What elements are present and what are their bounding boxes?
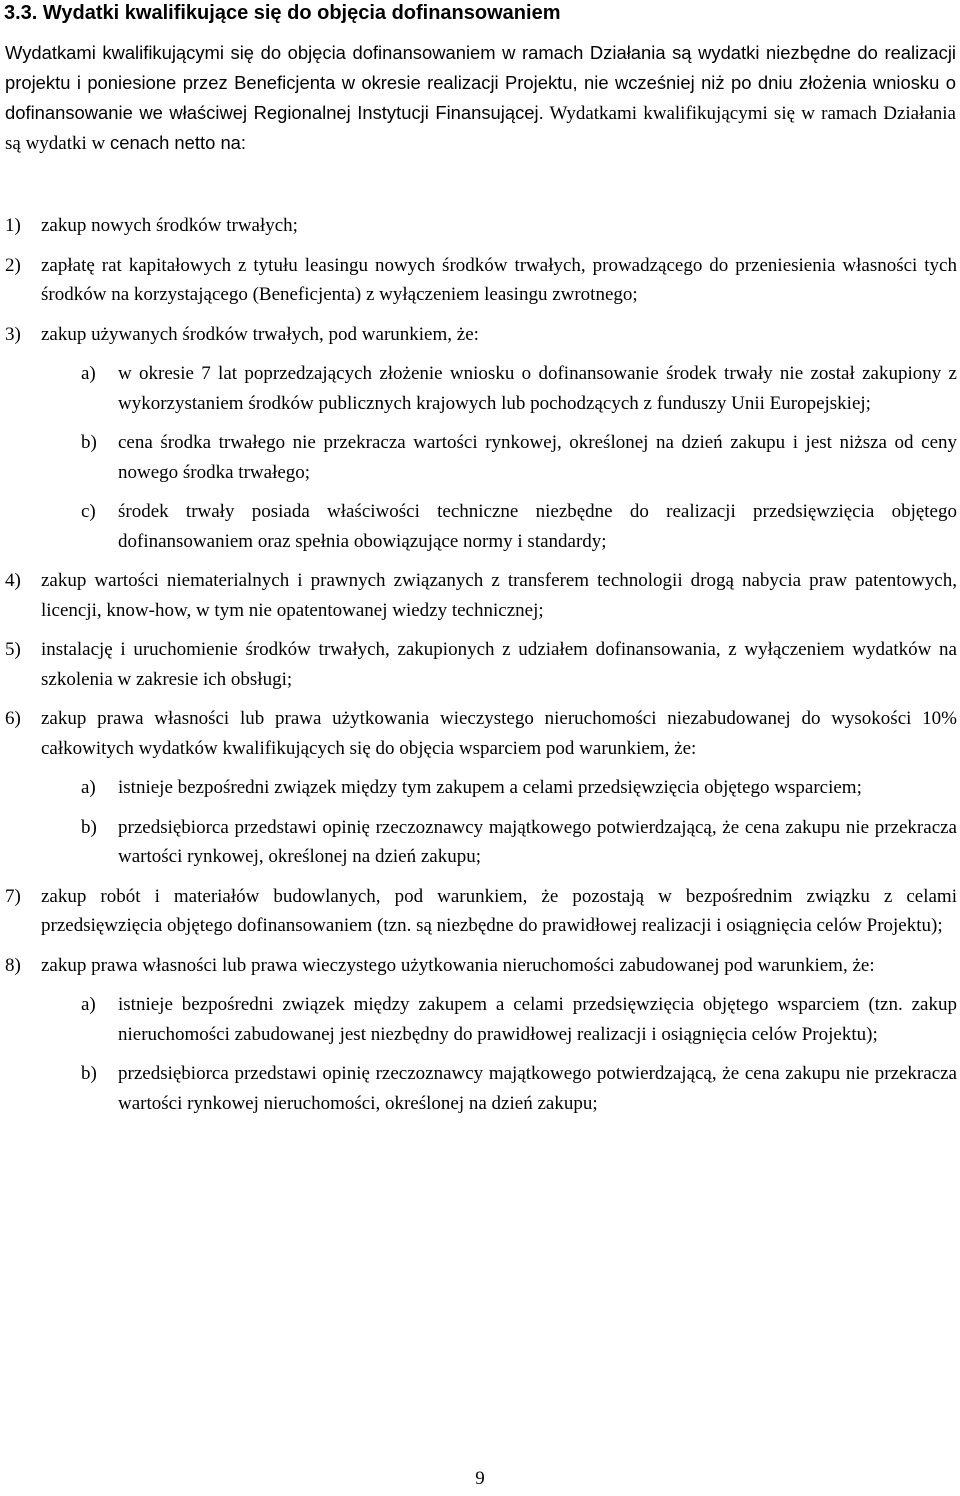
list-item-number: 1) [5, 215, 21, 236]
list-item-number: 4) [5, 570, 21, 591]
intro-paragraph [5, 38, 956, 158]
list-item [5, 882, 957, 941]
sub-list-item-letter: c) [81, 501, 96, 522]
sub-list-item [41, 428, 957, 487]
list-item-number: 5) [5, 639, 21, 660]
sub-list-item-text: przedsiębiorca przedstawi opinię rzeczoznawcy majątkowego potwierdzającą, że cena zakupu nie przekracza wartości rynkowej, określonej na dzień zakupu; [118, 816, 957, 867]
list-item [5, 320, 957, 557]
sub-list-item-letter: b) [81, 1063, 97, 1084]
list-item-text: zakup robót i materiałów budowlanych, pod warunkiem, że pozostają w bezpośrednim związku z celami przedsięwzięcia objętego dofinansowaniem (tzn. są niezbędne do prawidłowej realizacji i osiągnięcia celów Projektu); [41, 885, 957, 936]
sub-list-item-text: istnieje bezpośredni związek między zakupem a celami przedsięwzięcia objętego wsparciem (tzn. zakup nieruchomości zabudowanej jest niezbędny do prawidłowej realizacji i osiągnięcia celów Projektu); [118, 994, 957, 1045]
list-item-text: zakup używanych środków trwałych, pod warunkiem, że: [41, 323, 479, 345]
list-item-number: 2) [5, 254, 21, 276]
sub-list-item-text: w okresie 7 lat poprzedzających złożenie wniosku o dofinansowanie środek trwały nie został zakupiony z wykorzystaniem środków publicznych krajowych lub pochodzących z funduszy Unii Europejskiej; [118, 363, 957, 414]
list-item [5, 566, 957, 625]
list-item-text: zakup prawa własności lub prawa wieczystego użytkowania nieruchomości zabudowanej pod warunkiem, że: [41, 954, 875, 976]
list-item-text: instalację i uruchomienie środków trwałych, zakupionych z udziałem dofinansowania, z wyłączeniem wydatków na szkolenia w zakresie ich obsługi; [41, 639, 957, 690]
list-item [5, 251, 957, 310]
list-item-number: 3) [5, 323, 21, 345]
sub-list-item-text: przedsiębiorca przedstawi opinię rzeczoznawcy majątkowego potwierdzającą, że cena zakupu nie przekracza wartości rynkowej nieruchomości, określonej na dzień zakupu; [118, 1063, 957, 1114]
sub-list-item-letter: a) [81, 994, 96, 1015]
sub-list-item-text: istnieje bezpośredni związek między tym zakupem a celami przedsięwzięcia objętego wsparciem; [118, 777, 862, 798]
list-item-text: zakup nowych środków trwałych; [41, 215, 298, 236]
sub-list-item [41, 359, 957, 418]
list-item [5, 635, 957, 694]
section-heading: 3.3. Wydatki kwalifikujące się do objęcia dofinansowaniem [4, 2, 561, 24]
list-item-text: zapłatę rat kapitałowych z tytułu leasingu nowych środków trwałych, prowadzącego do przeniesienia własności tych środków na korzystającego (Beneficjenta) z wyłączeniem leasingu zwrotnego; [41, 254, 957, 305]
sub-list-item [41, 813, 957, 872]
sub-list-item-letter: a) [81, 777, 96, 798]
intro-serif-text: Wydatkami kwalifikującymi się w ramach Działania są wydatki w [5, 103, 956, 154]
intro-tail-text: cenach netto na: [110, 132, 247, 153]
list-item-text: zakup prawa własności lub prawa użytkowania wieczystego nieruchomości niezabudowanej do wysokości 10% całkowitych wydatków kwalifikujących się do objęcia wsparciem pod warunkiem, że: [41, 708, 957, 759]
list-item [5, 211, 957, 241]
list-item-number: 7) [5, 885, 21, 907]
sub-list-item-letter: b) [81, 816, 97, 838]
list-item-number: 8) [5, 954, 21, 976]
sub-list-item [41, 990, 957, 1049]
intro-sans-text: Wydatkami kwalifikującymi się do objęcia dofinansowaniem w ramach Działania są wydatki niezbędne do realizacji projektu i poniesione przez Beneficjenta w okresie realizacji Projektu, nie wcześniej niż po dniu złożenia wniosku o dofinansowanie we właściwej Regionalnej Instytucji Finansującej. [5, 42, 956, 123]
list-item [5, 704, 957, 872]
sub-list [41, 990, 957, 1118]
sub-list [41, 773, 957, 872]
sub-list-item-text: środek trwały posiada właściwości techniczne niezbędne do realizacji przedsięwzięcia objętego dofinansowaniem oraz spełnia obowiązujące normy i standardy; [118, 501, 957, 552]
list-item-text: zakup wartości niematerialnych i prawnych związanych z transferem technologii drogą nabycia praw patentowych, licencji, know-how, w tym nie opatentowanej wiedzy technicznej; [41, 570, 957, 621]
sub-list-item-letter: b) [81, 432, 97, 453]
expense-list [5, 211, 957, 1128]
sub-list-item-letter: a) [81, 363, 96, 384]
list-item-number: 6) [5, 708, 21, 729]
sub-list-item [41, 1059, 957, 1118]
sub-list [41, 359, 957, 556]
sub-list-item-text: cena środka trwałego nie przekracza wartości rynkowej, określonej na dzień zakupu i jest niższa od ceny nowego środka trwałego; [118, 432, 957, 483]
sub-list-item [41, 773, 957, 803]
page-number: 9 [475, 1468, 485, 1489]
sub-list-item [41, 497, 957, 556]
list-item [5, 951, 957, 1119]
